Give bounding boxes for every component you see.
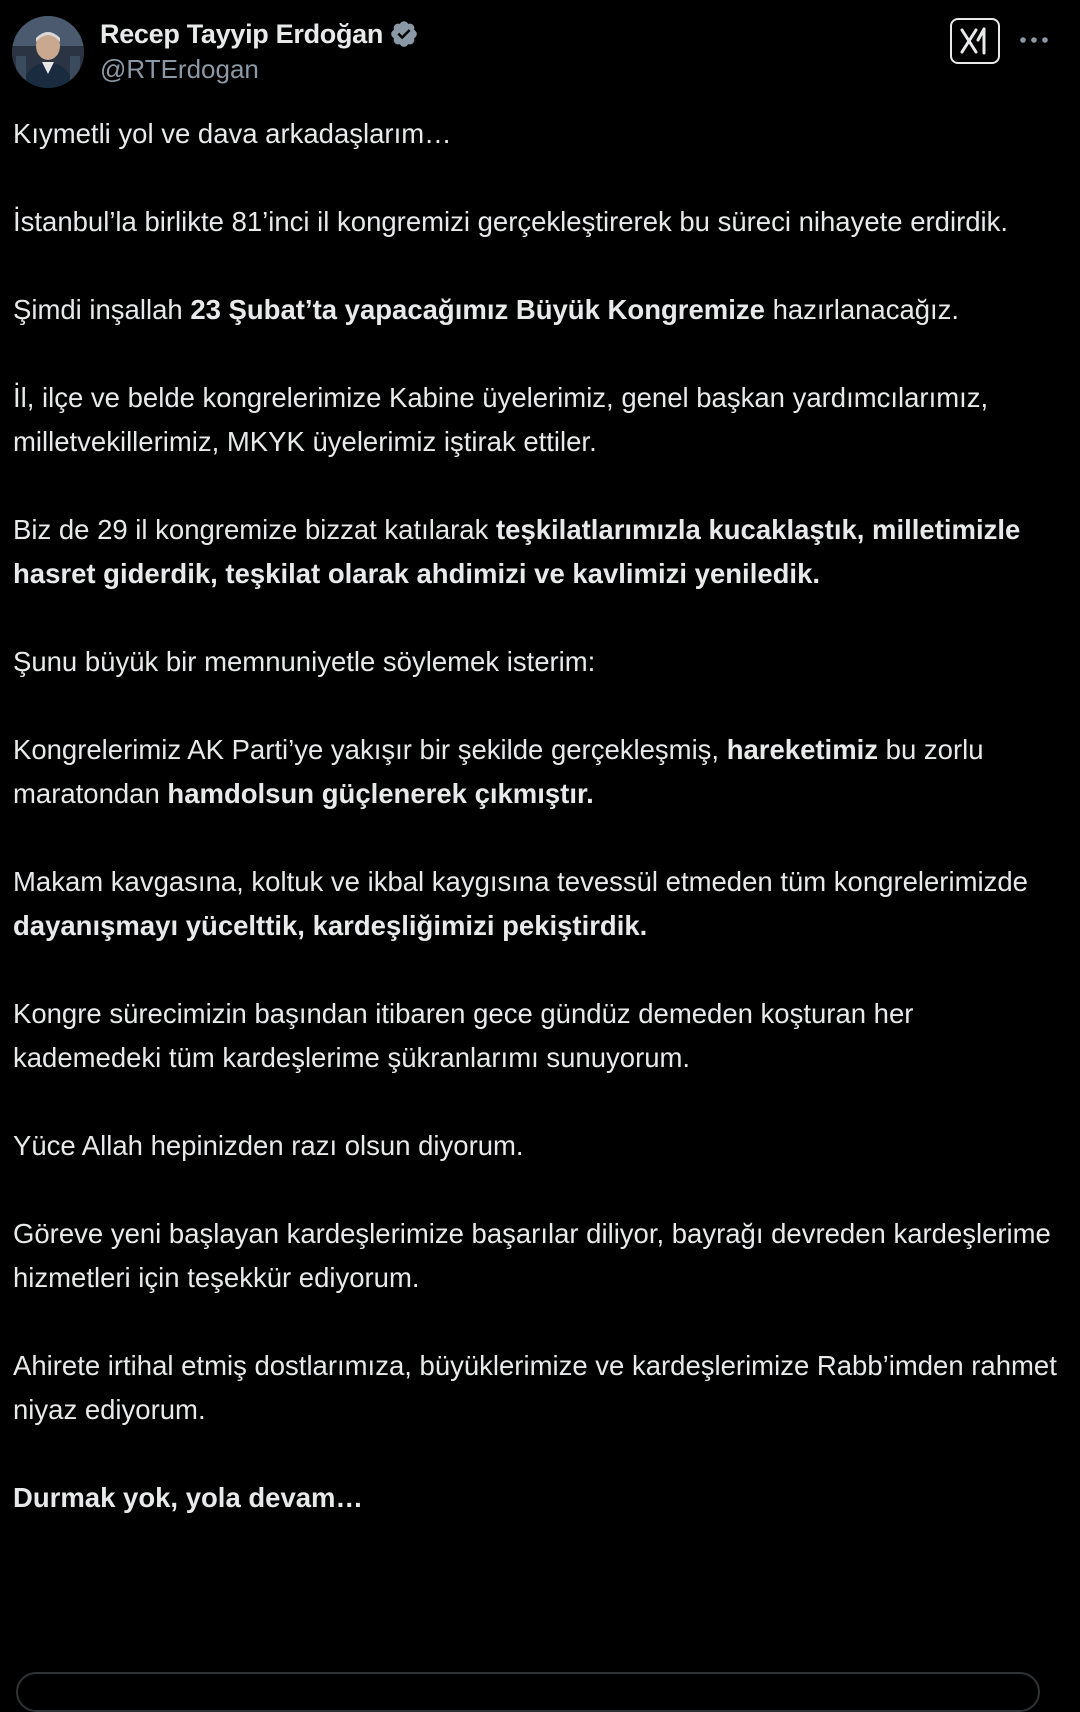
grok-button[interactable]: [950, 18, 1000, 64]
author-handle[interactable]: @RTErdogan: [100, 54, 259, 84]
tweet-text-segment: hazırlanacağız.: [764, 294, 960, 325]
tweet-paragraph: [13, 1344, 1063, 1432]
tweet-paragraph: [13, 640, 1063, 684]
tweet-bold-text: hamdolsun güçlenerek çıkmıştır.: [167, 778, 594, 809]
tweet-bold-text: hareketimiz: [726, 734, 879, 765]
tweet-paragraph: [13, 1124, 1063, 1168]
tweet-text-segment: İl, ilçe ve belde kongrelerimize Kabine üyelerimiz, genel başkan yardımcılarımız, milletvekillerimiz, MKYK üyelerimiz iştirak ettiler.: [13, 382, 989, 457]
tweet-paragraph: [13, 508, 1063, 596]
tweet-text-segment: Kıymetli yol ve dava arkadaşlarım…: [13, 118, 452, 149]
tweet-text-segment: Makam kavgasına, koltuk ve ikbal kaygısına tevessül etmeden tüm kongrelerimizde: [13, 866, 1028, 897]
avatar[interactable]: [12, 16, 84, 88]
tweet-paragraph: [13, 728, 1063, 816]
more-button[interactable]: [1016, 22, 1052, 58]
tweet-text-segment: Kongre sürecimizin başından itibaren gece gündüz demeden koşturan her kademedeki tüm kardeşlerime şükranlarımı sunuyorum.: [13, 998, 914, 1073]
tweet-paragraph: [13, 860, 1063, 948]
tweet-text-segment: Biz de 29 il kongremize bizzat katılarak: [13, 514, 496, 545]
tweet-text-segment: Şimdi inşallah: [13, 294, 191, 325]
tweet-paragraph: [13, 1476, 1063, 1520]
tweet-paragraph: [13, 1212, 1063, 1300]
tweet-text: [13, 112, 1063, 1564]
tweet-bold-text: dayanışmayı yücelttik, kardeşliğimizi pekiştirdik.: [13, 910, 648, 941]
tweet-text-segment: Göreve yeni başlayan kardeşlerimize başarılar diliyor, bayrağı devreden kardeşlerime hizmetleri için teşekkür ediyorum.: [13, 1218, 1051, 1293]
author-name-row: [100, 16, 419, 52]
tweet-bold-text: teşkilatlarımızla kucaklaştık, milletimizle hasret giderdik, teşkilat olarak ahdimizi ve kavlimizi yeniledik.: [13, 514, 1021, 589]
author-block: [100, 16, 419, 85]
tweet-header: [0, 0, 1080, 110]
tweet-paragraph: [13, 376, 1063, 464]
author-display-name[interactable]: Recep Tayyip Erdoğan: [100, 18, 384, 49]
more-horizontal-icon: [1019, 36, 1049, 44]
tweet-text-segment: İstanbul’la birlikte 81’inci il kongremizi gerçekleştirerek bu süreci nihayete erdirdik.: [13, 206, 1009, 237]
tweet-text-segment: Kongrelerimiz AK Parti’ye yakışır bir şekilde gerçekleşmiş,: [13, 734, 727, 765]
tweet-paragraph: [13, 200, 1063, 244]
tweet-text-segment: bu zorlu maratondan: [13, 734, 984, 809]
tweet-paragraph: [13, 288, 1063, 332]
tweet-text-segment: Ahirete irtihal etmiş dostlarımıza, büyüklerimize ve kardeşlerimize Rabb’imden rahmet niyaz ediyorum.: [13, 1350, 1057, 1425]
tweet-bold-text: Durmak yok, yola devam…: [13, 1482, 364, 1513]
tweet-text-segment: Şunu büyük bir memnuniyetle söylemek isterim:: [13, 646, 596, 677]
verified-badge-icon[interactable]: [389, 19, 419, 49]
tweet-paragraph: [13, 112, 1063, 156]
grok-icon: [958, 26, 992, 56]
tweet-text-segment: Yüce Allah hepinizden razı olsun diyorum.: [13, 1130, 524, 1161]
reply-box-edge: [16, 1672, 1040, 1712]
avatar-image: [12, 16, 84, 88]
tweet-paragraph: [13, 992, 1063, 1080]
tweet-bold-text: 23 Şubat’ta yapacağımız Büyük Kongremize: [190, 294, 765, 325]
